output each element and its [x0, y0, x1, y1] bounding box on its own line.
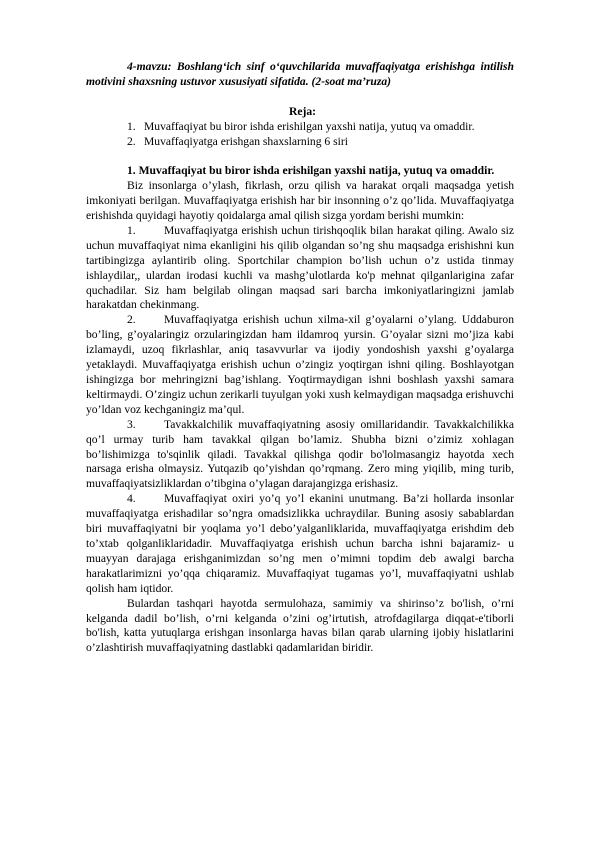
plan-item-text: Muvaffaqiyat bu biror ishda erishilgan yaxshi natija, yutuq va omaddir.	[144, 119, 475, 133]
closing-paragraph: Bulardan tashqari hayotda sermulohaza, samimiy va shirinso’z bo'lish, o’rni kelganda dadil bo’lish, o’rni kelganda o’zini og’irtutish, atrofdagilarga diqqat-e'tiborli bo'lish, katta yutuqlarga erishgan insonlarga havas bilan qarab ularning ijobiy hislatlarini o’zlashtirish muvaffaqiyatning dastlabki qadamlaridan biridir.	[86, 596, 514, 655]
plan-item	[127, 120, 514, 135]
spacer	[86, 90, 514, 105]
document-content	[86, 60, 514, 656]
plan-list	[86, 120, 514, 150]
numbered-paragraph	[86, 313, 514, 417]
paragraph-text: Muvaffaqiyat oxiri yo’q yo’l ekanini unutmang. Ba’zi hollarda insonlar muvaffaqiyatga erishadilar so’ngra omadsizlikka uchraydilar. Buning asosiy sabablardan biri muvaffaqiyatni bir yoqlama yo’l debo’yalganliklarida, muvaffaqiyatga erishdim deb to’xtab qolganliklaridadir. Muvaffaqiyatga erishish uchun barcha ishni bajaramiz- u muayyan darajaga erishganimizdan so’ng men o’mimni topdim deb awalgi barcha harakatlarimizni yo’qqa chiqaramiz. Muvaffaqiyat tugamas yo’l, muvaffaqiyatni ushlab qolish ham iqtidor.	[86, 492, 514, 595]
plan-item-number: 1.	[127, 119, 136, 133]
spacer	[86, 149, 514, 164]
paragraph-number: 2.	[127, 313, 136, 327]
numbered-paragraph	[86, 492, 514, 596]
plan-item-number: 2.	[127, 134, 136, 148]
paragraph-number: 4.	[127, 492, 136, 506]
plan-heading: Reja:	[288, 104, 317, 118]
paragraph-text: Tavakkalchilik muvaffaqiyatning asosiy omillaridandir. Tavakkalchilikka qo’l urmay turib ham tavakkal qilgan bo’lamiz. Shubha bizni o’zimiz xohlagan bo’lishimizga to'sqinlik qiladi. Tavakkal qilishga qodir bo'lolmasangiz hayotda xech narsaga erisha olmaysiz. Yutqazib qo’yishdan qo’rqmang. Zero ming yiqilib, ming turib, muvaffaqiyatsizliklardan o’tibgina o’ylagan darajangizga erishasiz.	[86, 417, 514, 491]
section-heading: 1. Muvaffaqiyat bu biror ishda erishilgan yaxshi natija, yutuq va omaddir.	[127, 164, 495, 178]
intro-paragraph: Biz insonlarga o’ylash, fikrlash, orzu qilish va harakat orqali maqsadga yetish imkoniyati berilgan. Muvaffaqiyatga erishish har bir insonning o’z qo’lida. Muvaffaqiyatga erishishda quyidagi hayotiy qoidalarga amal qilish sizga yordam berishi mumkin:	[86, 179, 514, 223]
numbered-paragraph	[86, 418, 514, 493]
paragraph-text: Muvaffaqiyatga erishish uchun xilma-xil g’oyalarni o’ylang. Uddaburon bo’ling, g’oyalaringiz orzularingizdan ham ildamroq yursin. G’oyalar sizni mo’jiza kabi izlamaydi, uzoq fikrlashlar, aniq tasavvurlar va ijodiy yondoshish yaxshi g’oyalarga yetaklaydi. Muvaffaqiyatga erishish uchun o’zingiz yoqtirgan ishni qiling. Boshlayotgan ishingizga bor mehringizni bag’ishlang. Yoqtirmaydigan ishni boshlash yaxshi samara keltirmaydi. O’zingiz uchun zerikarli tuyulgan yoki xush kelmaydigan maqsadga erishuvchi yo’ldan voz kechganingiz ma’qul.	[86, 313, 514, 416]
paragraph-text: Muvaffaqiyatga erishish uchun tirishqoqlik bilan harakat qiling. Awalo siz uchun muvaffaqiyat nima ekanligini his qilib olgandan so’ng shu maqsadga erishishni kun tartibingizga aylantirib oling. Sportchilar champion bo’lish uchun o’z ustida tinmay ishlaydilar,, ulardan irodasi kuchli va mashg’ulotlarda ko'p mehnat qilganlarigina zafar quchadilar. Siz ham belgilab olingan maqsad sari barcha imkoniyatlaringizni jamlab harakatdan chekinmang.	[86, 223, 514, 312]
plan-item	[127, 135, 514, 150]
paragraph-number: 3.	[127, 417, 136, 431]
paragraph-number: 1.	[127, 223, 136, 237]
plan-item-text: Muvaffaqiyatga erishgan shaxslarning 6 siri	[144, 134, 348, 148]
numbered-paragraph	[86, 224, 514, 313]
lecture-title: 4-mavzu: Boshlang‘ich sinf o‘quvchilarida muvaffaqiyatga erishishga intilish motivini shaxsning ustuvor xususiyati sifatida. (2-soat ma’ruza)	[86, 60, 514, 88]
